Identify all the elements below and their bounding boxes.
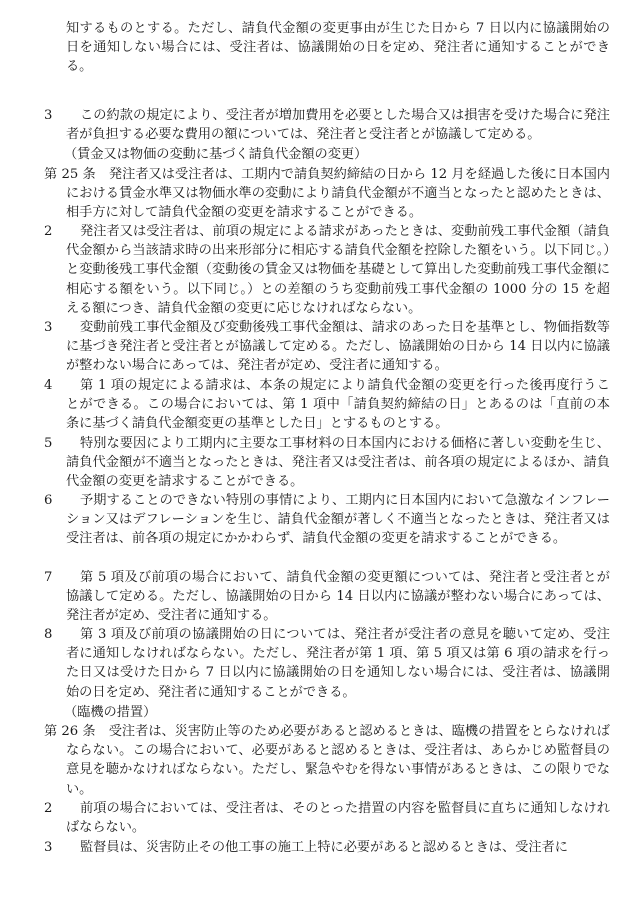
- article-26-paragraph-2: 前項の場合においては、受注者は、そのとった措置の内容を監督員に直ちに通知しなければならない。: [66, 801, 610, 836]
- article-26-heading: （臨機の措置）: [64, 705, 157, 720]
- article-25-paragraph-2: 発注者又は受注者は、前項の規定による請求があったときは、変動前残工事代金額（請負代金額から当該請求時の出来形部分に相応する請負代金額を控除した額をいう。以下同じ。）と変動後残工事代金額（変動後の賃金又は物価を基礎として算出した変動前残工事代金額に相応する額をいう。以下同じ。）との差額のうち変動前残工事代金額の 1000 分の 15 を超える額につき、請負代金額の変更に応じなければならない。: [66, 224, 610, 316]
- article-25-paragraph-5: 特別な要因により工期内に主要な工事材料の日本国内における価格に著しい変動を生じ、請負代金額が不適当となったときは、発注者又は受注者は、前各項の規定によるほか、請負代金額の変更を請求することができる。: [66, 436, 610, 490]
- item-number: 3: [44, 108, 53, 123]
- item-number: 2: [44, 801, 53, 816]
- item-number: 3: [44, 320, 53, 335]
- item-number: 4: [44, 378, 53, 393]
- article-26-paragraph-3: 監督員は、災害防止その他工事の施工上特に必要があると認めるときは、受注者に: [80, 840, 568, 855]
- item-number: 7: [44, 570, 53, 585]
- item-number: 3: [44, 840, 53, 855]
- article-26-paragraph-1: 第 26 条 受注者は、災害防止等のため必要があると認めるときは、臨機の措置をとらなければならない。この場合において、必要があると認めるときは、受注者は、あらかじめ監督員の意見を聴かなければならない。ただし、緊急やむを得ない事情があるときは、この限りでない。: [44, 724, 610, 797]
- paragraph-continuation: 知するものとする。ただし、請負代金額の変更事由が生じた日から 7 日以内に協議開始の日を通知しない場合には、受注者は、協議開始の日を定め、発注者に通知することができる。: [66, 21, 610, 75]
- item-number: 5: [44, 436, 53, 451]
- article-25-paragraph-6: 予期することのできない特別の事情により、工期内に日本国内において急激なインフレーション又はデフレーションを生じ、請負代金額が著しく不適当となったときは、発注者又は受注者は、前各項の規定にかかわらず、請負代金額の変更を請求することができる。: [66, 493, 610, 547]
- article-25-paragraph-3: 変動前残工事代金額及び変動後残工事代金額は、請求のあった日を基準とし、物価指数等に基づき発注者と受注者とが協議して定める。ただし、協議開始の日から 14 日以内に協議が整わない場合にあっては、発注者が定め、受注者に通知する。: [66, 320, 610, 374]
- item-number: 6: [44, 493, 53, 508]
- item-number: 8: [44, 627, 53, 642]
- article-25-heading: （賃金又は物価の変動に基づく請負代金額の変更）: [64, 147, 368, 162]
- article-25-paragraph-7: 第 5 項及び前項の場合において、請負代金額の変更額については、発注者と受注者とが協議して定める。ただし、協議開始の日から 14 日以内に協議が整わない場合にあっては、発注者が定め、受注者に通知する。: [66, 570, 610, 624]
- article-25-paragraph-4: 第 1 項の規定による請求は、本条の規定により請負代金額の変更を行った後再度行うことができる。この場合においては、第 1 項中「請負契約締結の日」とあるのは「直前の本条に基づく請負代金額変更の基準とした日」とするものとする。: [66, 378, 610, 432]
- paragraph-item-3: この約款の規定により、受注者が増加費用を必要とした場合又は損害を受けた場合に発注者が負担する必要な費用の額については、発注者と受注者とが協議して定める。: [66, 108, 610, 143]
- article-25-paragraph-8: 第 3 項及び前項の協議開始の日については、発注者が受注者の意見を聴いて定め、受注者に通知しなければならない。ただし、発注者が第 1 項、第 5 項又は第 6 項の請求を行った日又は受けた日から 7 日以内に協議開始の日を通知しない場合には、受注者は、協議開始の日を定め、発注者に通知することができる。: [66, 627, 610, 700]
- item-number: 2: [44, 224, 53, 239]
- article-25-paragraph-1: 第 25 条 発注者又は受注者は、工期内で請負契約締結の日から 12 月を経過した後に日本国内における賃金水準又は物価水準の変動により請負代金額が不適当となったと認めたときは、相手方に対して請負代金額の変更を請求することができる。: [44, 167, 610, 221]
